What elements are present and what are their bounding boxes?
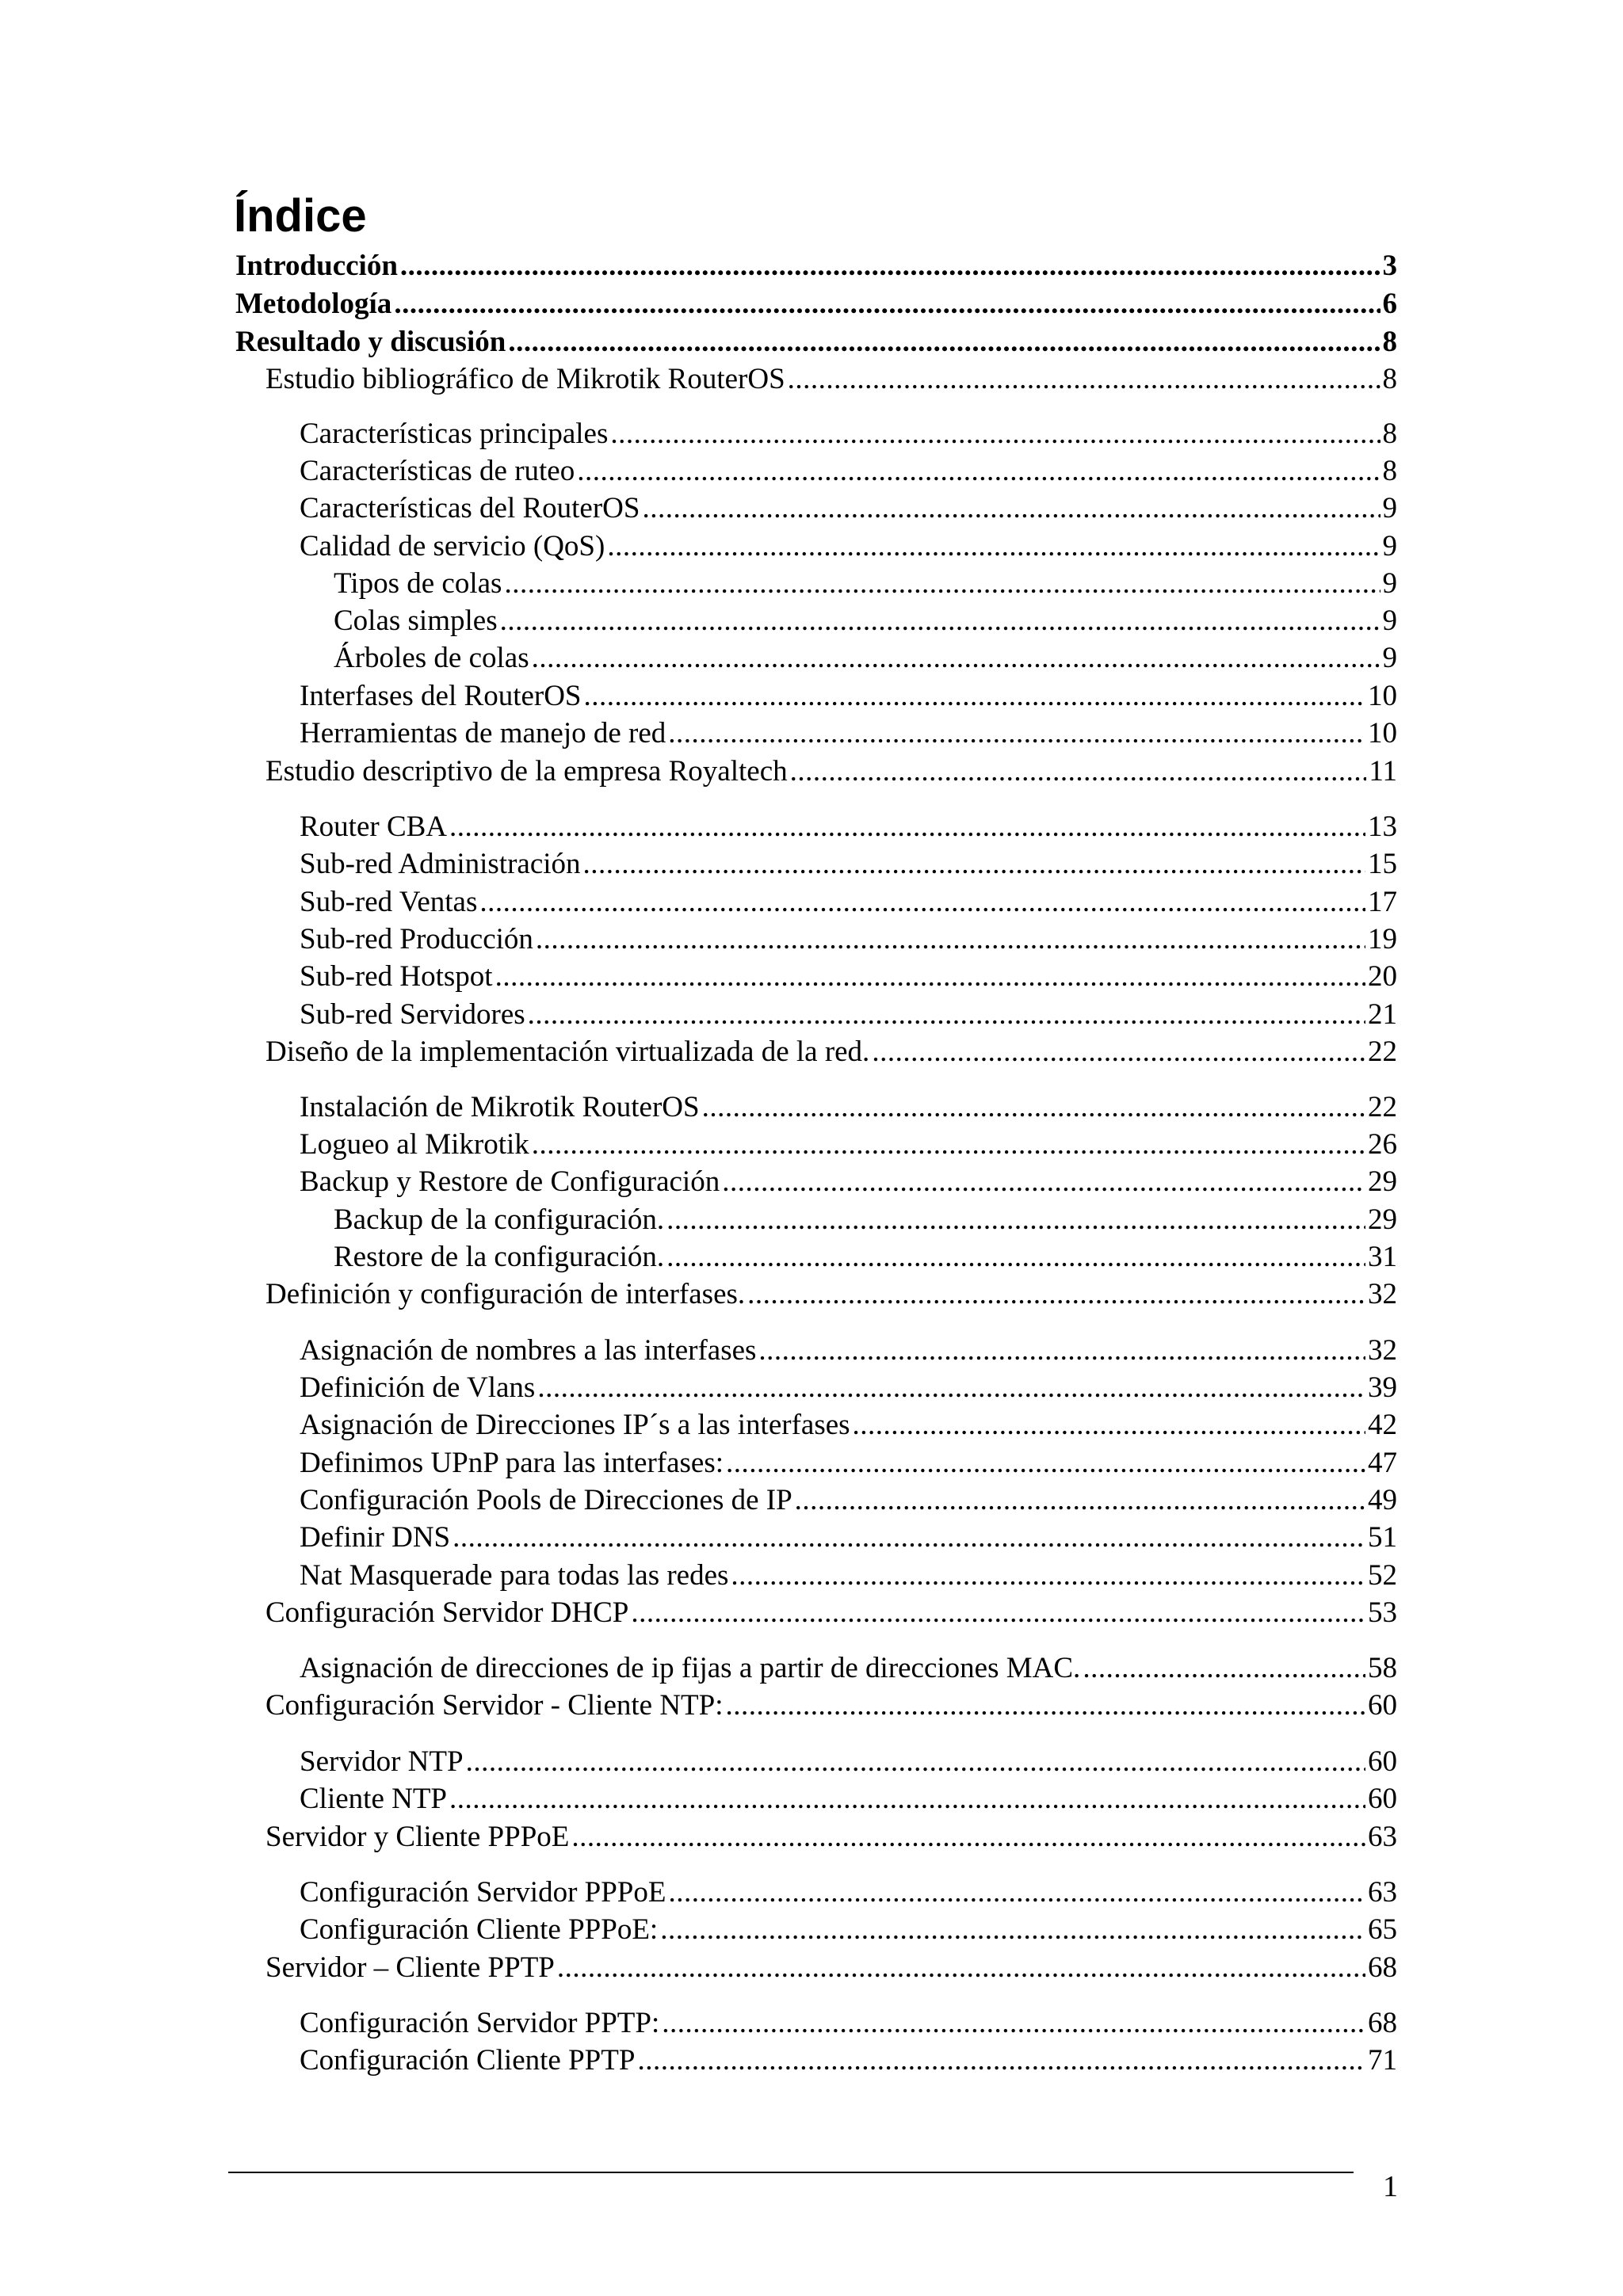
toc-entry[interactable] [235, 325, 1397, 360]
toc-entry-label: Resultado y discusión [235, 326, 506, 358]
toc-entry-label: Servidor NTP [300, 1745, 464, 1778]
toc-entry-page-number: 53 [1368, 1596, 1397, 1629]
toc-entry[interactable] [300, 1165, 1397, 1199]
toc-dot-leader [607, 529, 1380, 564]
toc-dot-leader [532, 641, 1381, 676]
toc-dot-leader [508, 325, 1380, 360]
toc-entry-label: Definición y configuración de interfases. [265, 1278, 746, 1310]
toc-dot-leader [853, 1408, 1365, 1443]
toc-dot-leader [500, 604, 1381, 639]
toc-dot-leader [726, 1446, 1365, 1481]
toc-entry[interactable] [300, 529, 1397, 564]
toc-entry-label: Tipos de colas [334, 567, 502, 600]
toc-dot-leader [449, 810, 1365, 845]
toc-entry-label: Servidor y Cliente PPPoE [265, 1821, 570, 1853]
toc-dot-leader [571, 1820, 1365, 1855]
toc-entry-page-number: 6 [1382, 288, 1397, 320]
toc-entry-label: Configuración Cliente PPTP [300, 2044, 636, 2077]
toc-dot-leader [747, 1277, 1365, 1312]
toc-entry-label: Características principales [300, 418, 609, 450]
toc-entry[interactable] [300, 1745, 1397, 1779]
toc-entry-page-number: 8 [1382, 418, 1397, 450]
toc-entry-page-number: 9 [1382, 605, 1397, 637]
toc-dot-leader [642, 491, 1380, 526]
toc-dot-leader [537, 1371, 1365, 1405]
toc-entry-label: Sub-red Hotspot [300, 960, 493, 993]
toc-entry-page-number: 47 [1368, 1447, 1397, 1479]
toc-entry[interactable] [265, 1035, 1397, 1070]
toc-dot-leader [504, 566, 1380, 601]
toc-entry[interactable] [334, 641, 1397, 676]
toc-entry-page-number: 32 [1368, 1278, 1397, 1310]
toc-entry[interactable] [300, 959, 1397, 994]
toc-entry-page-number: 51 [1368, 1521, 1397, 1554]
toc-dot-leader [536, 922, 1365, 957]
toc-entry-label: Router CBA [300, 810, 448, 843]
toc-dot-leader [795, 1483, 1365, 1518]
toc-entry[interactable] [235, 287, 1397, 322]
toc-entry-page-number: 10 [1368, 717, 1397, 749]
toc-entry-page-number: 3 [1382, 250, 1397, 282]
toc-entry[interactable] [300, 454, 1397, 489]
toc-dot-leader [726, 1688, 1365, 1723]
toc-entry-page-number: 21 [1368, 998, 1397, 1031]
toc-entry[interactable] [265, 1688, 1397, 1723]
toc-entry-page-number: 60 [1368, 1689, 1397, 1722]
toc-dot-leader [577, 454, 1380, 489]
footer-divider [228, 2172, 1354, 2173]
toc-dot-leader [557, 1951, 1365, 1985]
toc-dot-leader [790, 754, 1367, 789]
toc-entry-page-number: 52 [1368, 1559, 1397, 1592]
toc-entry-label: Definimos UPnP para las interfases: [300, 1447, 724, 1479]
toc-entry-label: Calidad de servicio (QoS) [300, 530, 605, 563]
toc-entry-page-number: 39 [1368, 1371, 1397, 1404]
toc-dot-leader [466, 1745, 1365, 1779]
toc-entry[interactable] [265, 1820, 1397, 1855]
toc-entry[interactable] [334, 1240, 1397, 1275]
toc-entry-page-number: 9 [1382, 492, 1397, 524]
toc-dot-leader [731, 1558, 1365, 1593]
toc-entry-page-number: 71 [1368, 2044, 1397, 2077]
toc-entry[interactable] [334, 1203, 1397, 1238]
page-title: Índice [234, 190, 367, 242]
toc-dot-leader [394, 287, 1380, 322]
toc-entry-page-number: 11 [1369, 755, 1397, 788]
toc-dot-leader [479, 885, 1365, 920]
toc-entry-label: Instalación de Mikrotik RouterOS [300, 1091, 700, 1123]
toc-dot-leader [660, 1913, 1365, 1947]
toc-entry-label: Definición de Vlans [300, 1371, 536, 1404]
toc-entry[interactable] [300, 1483, 1397, 1518]
toc-entry-page-number: 8 [1382, 455, 1397, 487]
toc-entry-label: Configuración Servidor PPTP: [300, 2007, 660, 2039]
toc-entry[interactable] [300, 1127, 1397, 1162]
toc-entry-label: Características del RouterOS [300, 492, 640, 524]
toc-entry[interactable] [300, 997, 1397, 1032]
toc-entry[interactable] [235, 249, 1397, 284]
toc-entry-label: Logueo al Mikrotik [300, 1128, 529, 1161]
toc-entry-page-number: 65 [1368, 1913, 1397, 1946]
toc-entry-label: Backup y Restore de Configuración [300, 1165, 720, 1198]
toc-entry[interactable] [265, 1951, 1397, 1985]
toc-entry[interactable] [300, 1558, 1397, 1593]
toc-entry[interactable] [300, 1913, 1397, 1947]
toc-entry-page-number: 63 [1368, 1821, 1397, 1853]
toc-dot-leader [528, 997, 1365, 1032]
toc-entry-page-number: 42 [1368, 1409, 1397, 1441]
toc-entry-label: Árboles de colas [334, 642, 529, 674]
toc-entry[interactable] [300, 1408, 1397, 1443]
toc-entry-page-number: 9 [1382, 567, 1397, 600]
toc-entry[interactable] [300, 1520, 1397, 1555]
toc-entry[interactable] [265, 1277, 1397, 1312]
toc-entry[interactable] [300, 716, 1397, 751]
toc-entry-label: Sub-red Servidores [300, 998, 525, 1031]
toc-entry[interactable] [300, 1333, 1397, 1368]
toc-entry-label: Estudio bibliográfico de Mikrotik RouterOS [265, 363, 785, 395]
toc-entry-label: Nat Masquerade para todas las redes [300, 1559, 729, 1592]
toc-dot-leader [662, 2006, 1365, 2041]
toc-entry-label: Sub-red Ventas [300, 886, 478, 918]
toc-dot-leader [758, 1333, 1365, 1368]
footer-page-number: 1 [1383, 2170, 1398, 2203]
toc-entry[interactable] [300, 1651, 1397, 1686]
toc-dot-leader [449, 1782, 1365, 1817]
toc-entry[interactable] [300, 679, 1397, 714]
toc-dot-leader [668, 1875, 1365, 1910]
toc-entry-label: Configuración Pools de Direcciones de IP [300, 1484, 792, 1516]
toc-dot-leader [1083, 1651, 1365, 1686]
toc-entry-page-number: 20 [1368, 960, 1397, 993]
toc-entry-page-number: 19 [1368, 923, 1397, 955]
toc-entry-label: Características de ruteo [300, 455, 575, 487]
toc-entry-page-number: 22 [1368, 1035, 1397, 1068]
toc-entry[interactable] [334, 566, 1397, 601]
toc-entry-label: Introducción [235, 250, 398, 282]
toc-entry-label: Asignación de Direcciones IP´s a las interfases [300, 1409, 850, 1441]
toc-entry-page-number: 68 [1368, 1951, 1397, 1984]
toc-dot-leader [722, 1165, 1365, 1199]
toc-entry-label: Configuración Servidor PPPoE [300, 1876, 666, 1909]
toc-dot-leader [788, 362, 1381, 397]
toc-entry[interactable] [300, 2043, 1397, 2078]
toc-dot-leader [453, 1520, 1365, 1555]
toc-entry-label: Asignación de nombres a las interfases [300, 1334, 757, 1367]
toc-dot-leader [584, 679, 1365, 714]
toc-dot-leader [400, 249, 1381, 284]
toc-entry[interactable] [300, 810, 1397, 845]
toc-entry-label: Interfases del RouterOS [300, 680, 582, 712]
toc-entry-label: Colas simples [334, 605, 498, 637]
toc-entry[interactable] [300, 2006, 1397, 2041]
toc-dot-leader [702, 1090, 1365, 1125]
toc-entry[interactable] [265, 754, 1397, 789]
toc-dot-leader [495, 959, 1365, 994]
toc-entry-page-number: 9 [1382, 530, 1397, 563]
toc-entry[interactable] [300, 1782, 1397, 1817]
toc-entry[interactable] [300, 1446, 1397, 1481]
toc-entry-label: Configuración Servidor - Cliente NTP: [265, 1689, 724, 1722]
toc-entry-page-number: 15 [1368, 848, 1397, 880]
toc-entry-page-number: 22 [1368, 1091, 1397, 1123]
toc-entry-page-number: 9 [1382, 642, 1397, 674]
toc-entry-label: Herramientas de manejo de red [300, 717, 666, 749]
toc-entry-page-number: 60 [1368, 1783, 1397, 1815]
toc-entry[interactable] [300, 922, 1397, 957]
toc-entry-label: Configuración Servidor DHCP [265, 1596, 629, 1629]
toc-entry[interactable] [300, 885, 1397, 920]
toc-entry-label: Cliente NTP [300, 1783, 448, 1815]
toc-entry[interactable] [334, 604, 1397, 639]
toc-entry-label: Estudio descriptivo de la empresa Royaltech [265, 755, 788, 788]
toc-entry-page-number: 29 [1368, 1203, 1397, 1236]
toc-entry-page-number: 60 [1368, 1745, 1397, 1778]
toc-entry-page-number: 49 [1368, 1484, 1397, 1516]
toc-entry-label: Configuración Cliente PPPoE: [300, 1913, 659, 1946]
toc-entry[interactable] [265, 1596, 1397, 1630]
toc-entry-page-number: 10 [1368, 680, 1397, 712]
toc-entry-page-number: 58 [1368, 1652, 1397, 1684]
toc-entry[interactable] [265, 362, 1397, 397]
toc-entry[interactable] [300, 1090, 1397, 1125]
toc-entry-page-number: 32 [1368, 1334, 1397, 1367]
toc-entry-label: Restore de la configuración. [334, 1241, 665, 1273]
toc-dot-leader [872, 1035, 1365, 1070]
toc-dot-leader [637, 2043, 1365, 2078]
toc-entry-label: Definir DNS [300, 1521, 451, 1554]
toc-entry-label: Sub-red Producción [300, 923, 533, 955]
toc-dot-leader [610, 417, 1380, 452]
toc-entry[interactable] [300, 847, 1397, 882]
toc-entry[interactable] [300, 1875, 1397, 1910]
toc-entry[interactable] [300, 1371, 1397, 1405]
toc-entry-label: Backup de la configuración. [334, 1203, 665, 1236]
toc-entry-page-number: 31 [1368, 1241, 1397, 1273]
toc-entry-page-number: 17 [1368, 886, 1397, 918]
toc-entry-page-number: 13 [1368, 810, 1397, 843]
toc-entry-page-number: 8 [1382, 363, 1397, 395]
toc-entry-label: Sub-red Administración [300, 848, 581, 880]
toc-dot-leader [532, 1127, 1365, 1162]
toc-dot-leader [666, 1203, 1365, 1238]
toc-entry[interactable] [300, 417, 1397, 452]
toc-entry-label: Asignación de direcciones de ip fijas a partir de direcciones MAC. [300, 1652, 1081, 1684]
toc-entry-label: Metodología [235, 288, 392, 320]
toc-entry-page-number: 68 [1368, 2007, 1397, 2039]
toc-dot-leader [668, 716, 1365, 751]
toc-entry-label: Diseño de la implementación virtualizada de la red. [265, 1035, 870, 1068]
toc-entry[interactable] [300, 491, 1397, 526]
toc-dot-leader [631, 1596, 1365, 1630]
toc-entry-page-number: 29 [1368, 1165, 1397, 1198]
toc-entry-page-number: 8 [1382, 326, 1397, 358]
toc-dot-leader [666, 1240, 1365, 1275]
toc-entry-page-number: 63 [1368, 1876, 1397, 1909]
toc-entry-label: Servidor – Cliente PPTP [265, 1951, 555, 1984]
toc-dot-leader [583, 847, 1365, 882]
toc-entry-page-number: 26 [1368, 1128, 1397, 1161]
